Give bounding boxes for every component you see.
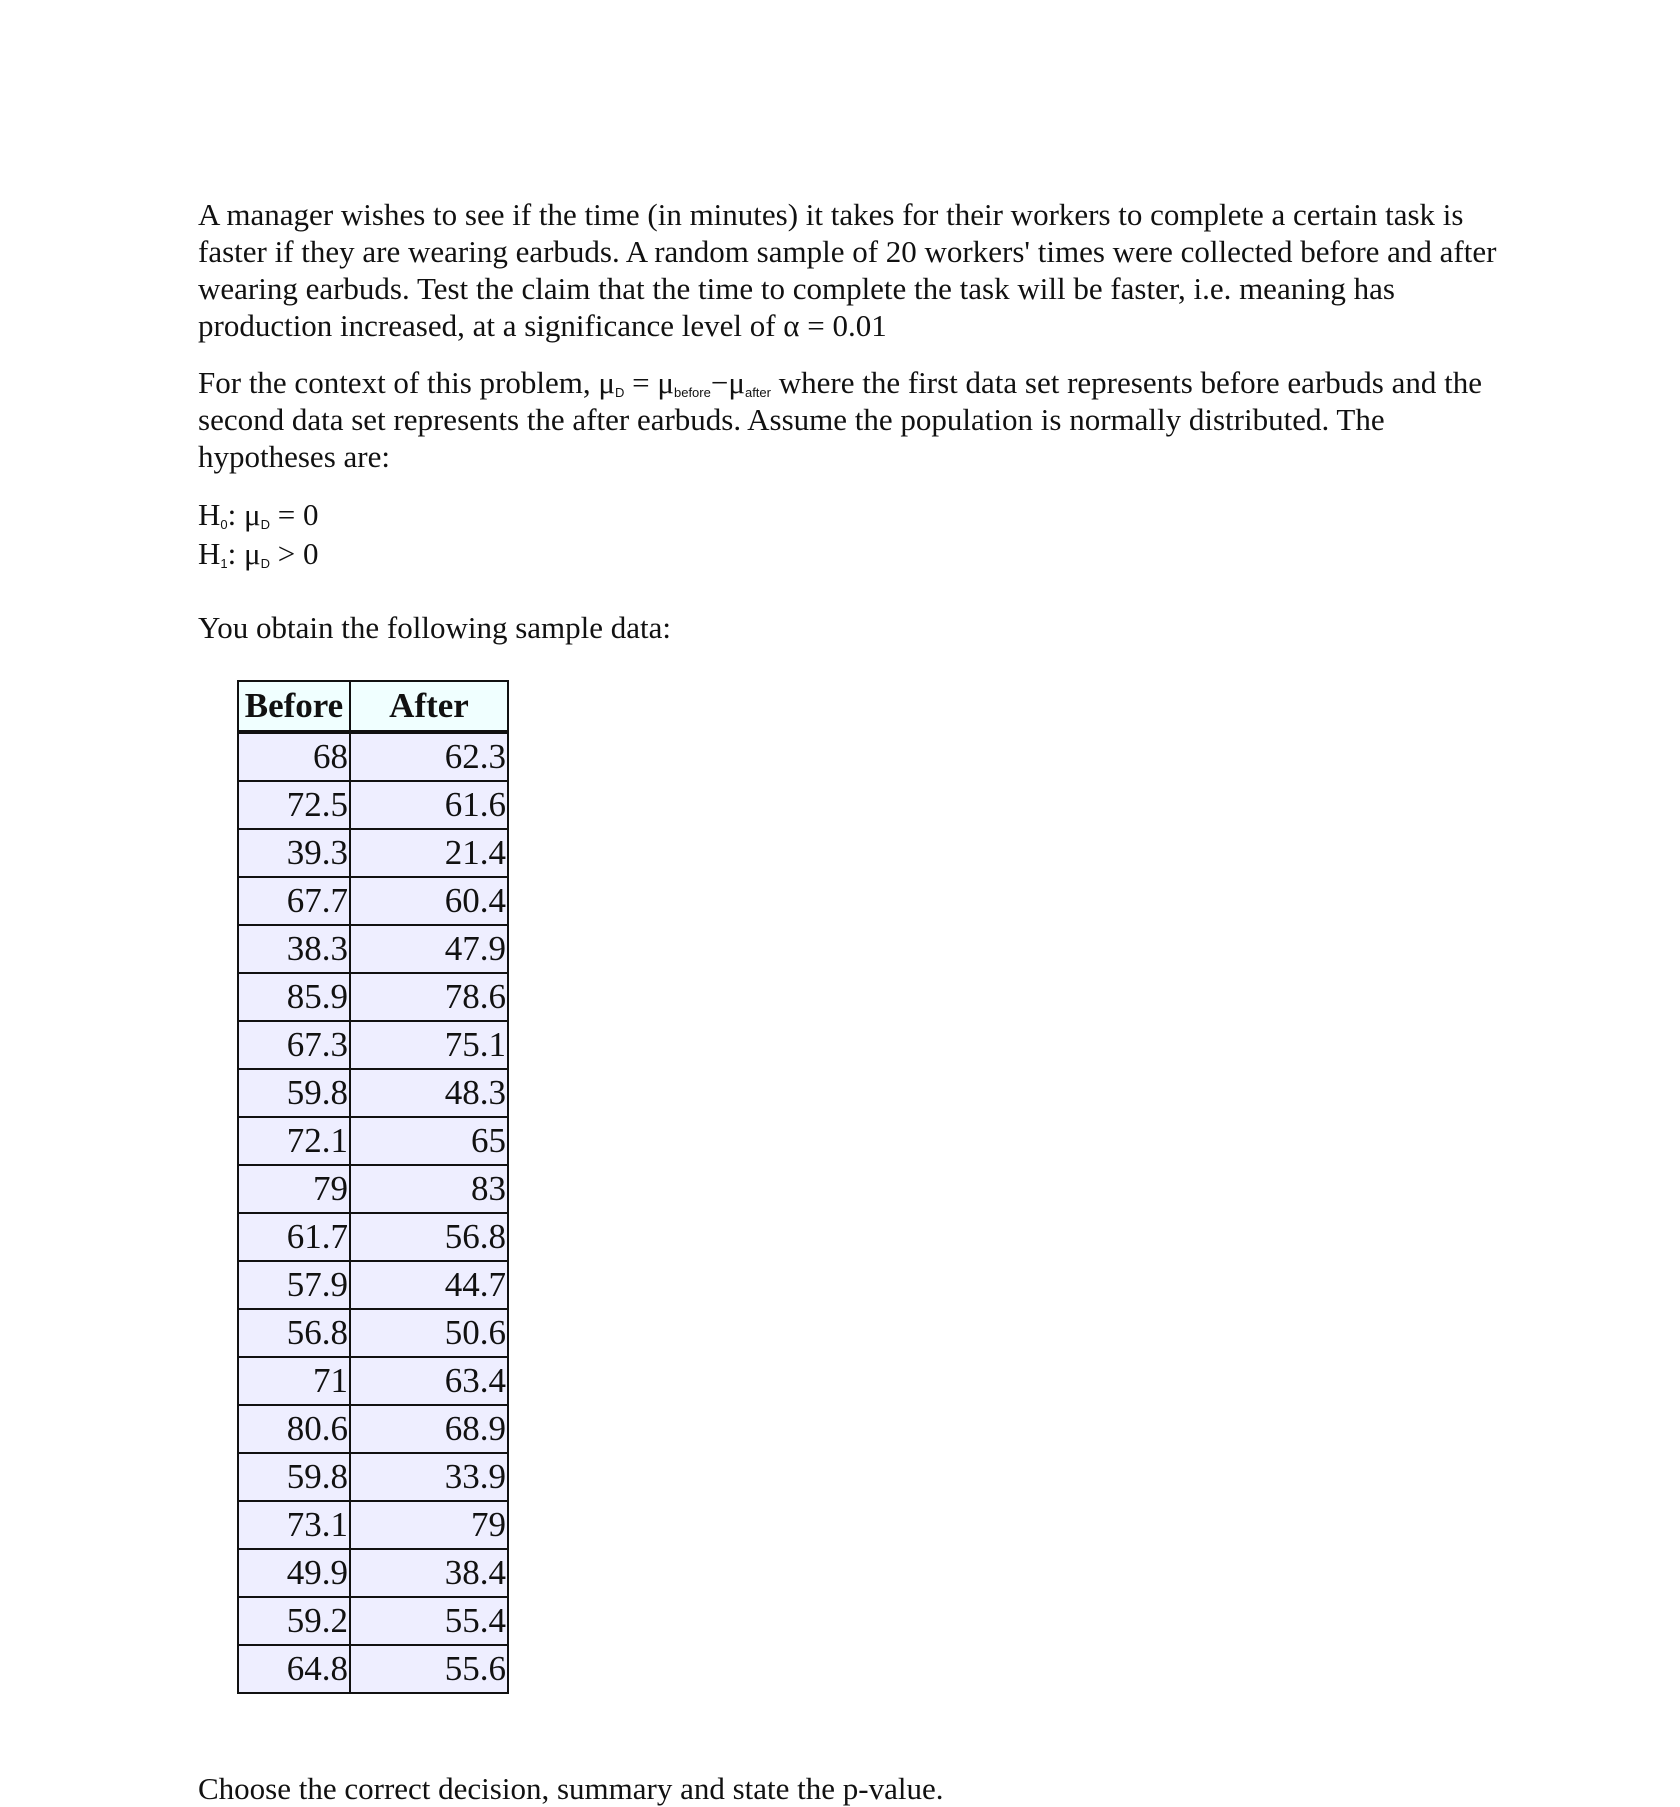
cell-before: 80.6 (238, 1405, 350, 1453)
h0-colon: : μ (227, 497, 261, 532)
cell-after: 79 (350, 1501, 508, 1549)
table-row (238, 829, 508, 877)
cell-after: 33.9 (350, 1453, 508, 1501)
table-row (238, 1021, 508, 1069)
question-prompt: Choose the correct decision, summary and state the p-value. (198, 1771, 944, 1806)
cell-before: 39.3 (238, 829, 350, 877)
cell-before: 64.8 (238, 1645, 350, 1693)
cell-after: 55.4 (350, 1597, 508, 1645)
cell-before: 67.7 (238, 877, 350, 925)
cell-before: 73.1 (238, 1501, 350, 1549)
h1-rest: > 0 (270, 536, 319, 571)
cell-before: 59.2 (238, 1597, 350, 1645)
cell-after: 48.3 (350, 1069, 508, 1117)
problem-statement: A manager wishes to see if the time (in minutes) it takes for their workers to complete a certain task is faster if they are wearing earbuds. A random sample of 20 workers' times were collected before and after wearing earbuds. Test the claim that the time to complete the task will be faster, i.e. meaning has production increased, at a significance level of α = 0.01 (198, 197, 1497, 343)
cell-before: 72.1 (238, 1117, 350, 1165)
cell-after: 61.6 (350, 781, 508, 829)
header-after: After (350, 681, 508, 732)
problem-content (198, 196, 1498, 1694)
context-minus: −μ (710, 365, 745, 400)
context-text-end: where the first data set represents before earbuds and the second data set represents the after earbuds. Assume the population is normally distributed. The hypotheses are: (198, 365, 1482, 474)
context-paragraph (198, 364, 1498, 475)
h1-colon: : μ (227, 536, 261, 571)
cell-before: 38.3 (238, 925, 350, 973)
sample-data-intro: You obtain the following sample data: (198, 610, 671, 645)
table-row (238, 732, 508, 781)
table-row (238, 1645, 508, 1693)
table-row (238, 1405, 508, 1453)
table-row (238, 925, 508, 973)
mu-d-subscript: D (614, 385, 625, 400)
h0-rest: = 0 (270, 497, 319, 532)
h1-letter: H (198, 536, 221, 571)
table-row (238, 1213, 508, 1261)
table-header-row (238, 681, 508, 732)
cell-after: 65 (350, 1117, 508, 1165)
h0-letter: H (198, 497, 221, 532)
h0-mu-subscript: D (260, 517, 270, 532)
cell-after: 21.4 (350, 829, 508, 877)
cell-before: 57.9 (238, 1261, 350, 1309)
cell-after: 68.9 (350, 1405, 508, 1453)
table-row (238, 1309, 508, 1357)
cell-before: 85.9 (238, 973, 350, 1021)
cell-after: 63.4 (350, 1357, 508, 1405)
cell-after: 75.1 (350, 1021, 508, 1069)
h1-subscript: 1 (220, 556, 228, 571)
sample-data-table-wrap (237, 680, 1498, 1694)
cell-before: 56.8 (238, 1309, 350, 1357)
cell-after: 38.4 (350, 1549, 508, 1597)
header-before: Before (238, 681, 350, 732)
cell-after: 55.6 (350, 1645, 508, 1693)
cell-after: 83 (350, 1165, 508, 1213)
cell-after: 44.7 (350, 1261, 508, 1309)
table-row (238, 877, 508, 925)
cell-after: 60.4 (350, 877, 508, 925)
mu-before-subscript: before (673, 385, 711, 400)
sample-data-table (237, 680, 509, 1694)
table-row (238, 1453, 508, 1501)
table-row (238, 1117, 508, 1165)
cell-before: 79 (238, 1165, 350, 1213)
table-row (238, 1549, 508, 1597)
cell-before: 72.5 (238, 781, 350, 829)
cell-before: 68 (238, 732, 350, 781)
cell-after: 47.9 (350, 925, 508, 973)
cell-after: 62.3 (350, 732, 508, 781)
cell-before: 59.8 (238, 1069, 350, 1117)
table-row (238, 1261, 508, 1309)
cell-before: 71 (238, 1357, 350, 1405)
table-row (238, 973, 508, 1021)
cell-after: 56.8 (350, 1213, 508, 1261)
context-equals: = μ (624, 365, 674, 400)
cell-before: 49.9 (238, 1549, 350, 1597)
cell-before: 67.3 (238, 1021, 350, 1069)
alternative-hypothesis (198, 534, 1498, 573)
hypotheses (198, 495, 1498, 573)
cell-before: 59.8 (238, 1453, 350, 1501)
table-row (238, 1165, 508, 1213)
mu-after-subscript: after (744, 385, 771, 400)
table-row (238, 1069, 508, 1117)
null-hypothesis (198, 495, 1498, 534)
table-body (238, 732, 508, 1693)
table-row (238, 1597, 508, 1645)
cell-after: 50.6 (350, 1309, 508, 1357)
h0-subscript: 0 (220, 517, 228, 532)
table-row (238, 781, 508, 829)
cell-after: 78.6 (350, 973, 508, 1021)
cell-before: 61.7 (238, 1213, 350, 1261)
context-text-start: For the context of this problem, μ (198, 365, 615, 400)
table-row (238, 1357, 508, 1405)
table-row (238, 1501, 508, 1549)
h1-mu-subscript: D (260, 556, 270, 571)
